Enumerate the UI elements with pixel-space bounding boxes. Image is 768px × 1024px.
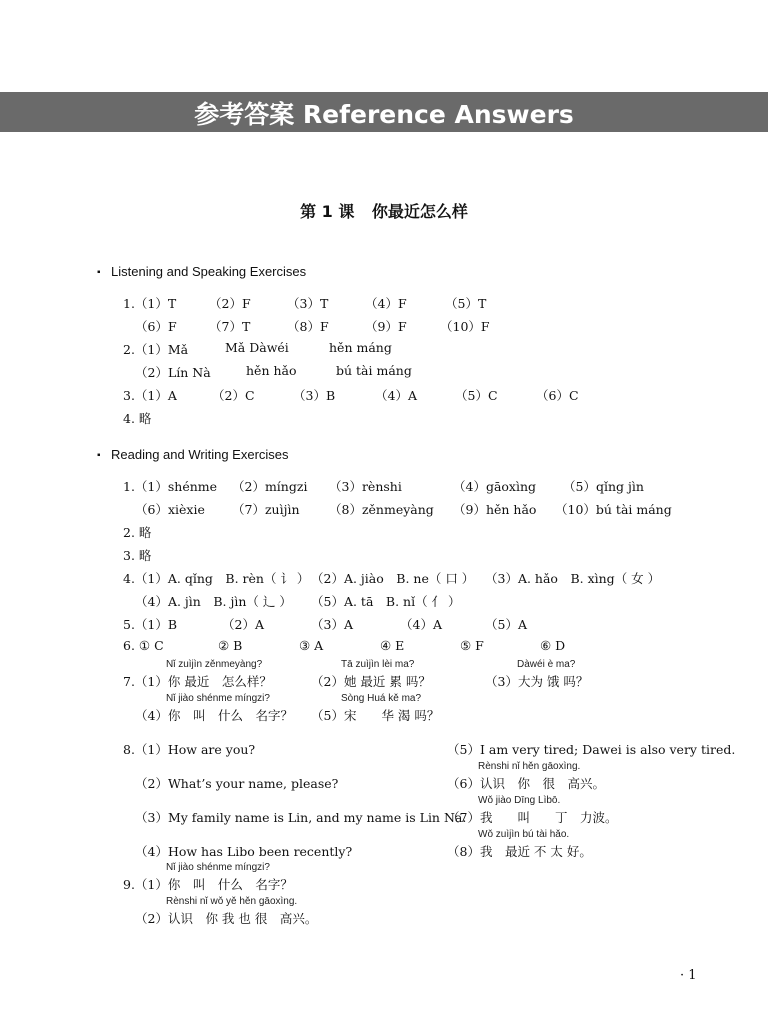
rw-q8-pinyin-7: Wǒ jiào Dīng Lìbō.	[478, 795, 561, 806]
ls-q1-7: （7）T	[209, 319, 251, 334]
rw-q4-2: （2）A. jiào B. ne（ 口 ）	[311, 571, 475, 586]
rw-q8-4: （4）How has Libo been recently?	[135, 844, 353, 859]
rw-q8-1: 8.（1）How are you?	[123, 742, 256, 757]
rw-q7-3: （3）大为 饿 吗？	[485, 674, 589, 689]
section-heading-listening	[97, 264, 306, 279]
rw-q9-pinyin-2: Rènshi nǐ wǒ yě hěn gāoxìng.	[166, 896, 298, 907]
ls-q2-6: bú tài máng	[336, 363, 412, 378]
ls-q3-5: （5）C	[455, 388, 498, 403]
ls-q2-4: （2）Lín Nà	[135, 365, 211, 380]
rw-q2: 2. 略	[123, 525, 152, 540]
rw-q1-3: （3）rènshi	[329, 479, 402, 494]
rw-q1-10: （10）bú tài máng	[555, 502, 672, 517]
rw-q7-pinyin-3: Dàwéi è ma?	[517, 659, 576, 670]
rw-q6-3: ③ A	[299, 638, 324, 653]
ls-q4: 4. 略	[123, 411, 152, 426]
rw-q4-5: （5）A. tā B. nǐ（ 亻 ）	[311, 594, 461, 609]
rw-q7-4: （4）你 叫 什么 名字？	[135, 708, 293, 723]
rw-q6-5: ⑤ F	[460, 638, 484, 653]
rw-q7-pinyin-5: Sòng Huá kě ma?	[341, 693, 422, 704]
rw-q6-2: ② B	[218, 638, 243, 653]
rw-q5-2: （2）A	[222, 617, 264, 632]
ls-q3-6: （6）C	[536, 388, 579, 403]
rw-q3: 3. 略	[123, 548, 152, 563]
banner-title: 参考答案 Reference Answers	[194, 100, 574, 129]
rw-q8-7: （7）我 叫 丁 力波。	[447, 810, 618, 825]
rw-q1-1: 1.（1）shénme	[123, 479, 218, 494]
ls-q2-3: hěn máng	[329, 340, 392, 355]
rw-q7-1: 7.（1）你 最近 怎么样？	[123, 674, 272, 689]
ls-q1-10: （10）F	[440, 319, 490, 334]
ls-q1-2: （2）F	[209, 296, 251, 311]
rw-q7-pinyin-4: Nǐ jiào shénme míngzi?	[166, 693, 270, 704]
rw-q9-1: 9.（1）你 叫 什么 名字？	[123, 877, 293, 892]
rw-q1-5: （5）qǐng jìn	[563, 479, 644, 494]
ls-q1-3: （3）T	[287, 296, 329, 311]
rw-q5-1: 5.（1）B	[123, 617, 178, 632]
rw-q8-5: （5）I am very tired; Dawei is also very tired.	[447, 742, 736, 757]
rw-q6-1: 6. ① C	[123, 638, 164, 653]
rw-q5-4: （4）A	[400, 617, 442, 632]
rw-q1-4: （4）gāoxìng	[453, 479, 537, 494]
rw-q1-6: （6）xièxie	[135, 502, 205, 517]
section-heading-reading	[97, 447, 289, 462]
rw-q9-pinyin-1: Nǐ jiào shénme míngzi?	[166, 862, 270, 873]
rw-q7-pinyin-2: Tā zuìjìn lèi ma?	[341, 659, 415, 670]
rw-q6-4: ④ E	[380, 638, 405, 653]
bullet-icon: ▪	[97, 267, 101, 278]
lesson-heading	[0, 199, 768, 222]
rw-q1-8: （8）zěnmeyàng	[329, 502, 434, 517]
rw-q6-6: ⑥ D	[540, 638, 566, 653]
ls-q1-4: （4）F	[365, 296, 407, 311]
ls-q3-2: （2）C	[212, 388, 255, 403]
ls-q1-5: （5）T	[445, 296, 487, 311]
section-label: Listening and Speaking Exercises	[111, 264, 307, 279]
rw-q7-pinyin-1: Nǐ zuìjìn zěnmeyàng?	[166, 659, 263, 670]
rw-q8-pinyin-6: Rènshi nǐ hěn gāoxìng.	[478, 761, 581, 772]
rw-q8-2: （2）What’s your name, please?	[135, 776, 339, 791]
ls-q1-9: （9）F	[365, 319, 407, 334]
title-banner	[0, 92, 768, 132]
rw-q1-9: （9）hěn hǎo	[453, 502, 537, 517]
ls-q3-1: 3.（1）A	[123, 388, 177, 403]
rw-q8-6: （6）认识 你 很 高兴。	[447, 776, 605, 791]
bullet-icon: ▪	[97, 450, 101, 461]
lesson-title: 你最近怎么样	[371, 202, 468, 221]
ls-q1-1: 1.（1）T	[123, 296, 177, 311]
ls-q3-3: （3）B	[293, 388, 336, 403]
rw-q5-3: （3）A	[311, 617, 353, 632]
ls-q3-4: （4）A	[375, 388, 417, 403]
section-label: Reading and Writing Exercises	[111, 447, 289, 462]
ls-q2-2: Mǎ Dàwéi	[225, 340, 289, 355]
rw-q4-1: 4.（1）A. qǐng B. rèn（ 讠 ）	[123, 571, 310, 586]
ls-q1-6: （6）F	[135, 319, 177, 334]
rw-q7-2: （2）她 最近 累 吗？	[311, 674, 431, 689]
lesson-number: 第 1 课	[300, 202, 355, 221]
rw-q9-2: （2）认识 你 我 也 很 高兴。	[135, 911, 318, 926]
ls-q2-1: 2.（1）Mǎ	[123, 342, 189, 357]
ls-q1-8: （8）F	[287, 319, 329, 334]
rw-q5-5: （5）A	[485, 617, 527, 632]
ls-q2-5: hěn hǎo	[246, 363, 297, 378]
rw-q1-7: （7）zuìjìn	[232, 502, 300, 517]
rw-q4-4: （4）A. jìn B. jìn（ 辶 ）	[135, 594, 292, 609]
page-number: · 1	[680, 968, 697, 983]
rw-q8-3: （3）My family name is Lin, and my name is Lin Na.	[135, 810, 467, 825]
rw-q4-3: （3）A. hǎo B. xìng（ 女 ）	[485, 571, 661, 586]
rw-q8-8: （8）我 最近 不 太 好。	[447, 844, 592, 859]
rw-q7-5: （5）宋 华 渴 吗？	[311, 708, 440, 723]
rw-q1-2: （2）míngzi	[232, 479, 308, 494]
rw-q8-pinyin-8: Wǒ zuìjìn bú tài hǎo.	[478, 829, 570, 840]
